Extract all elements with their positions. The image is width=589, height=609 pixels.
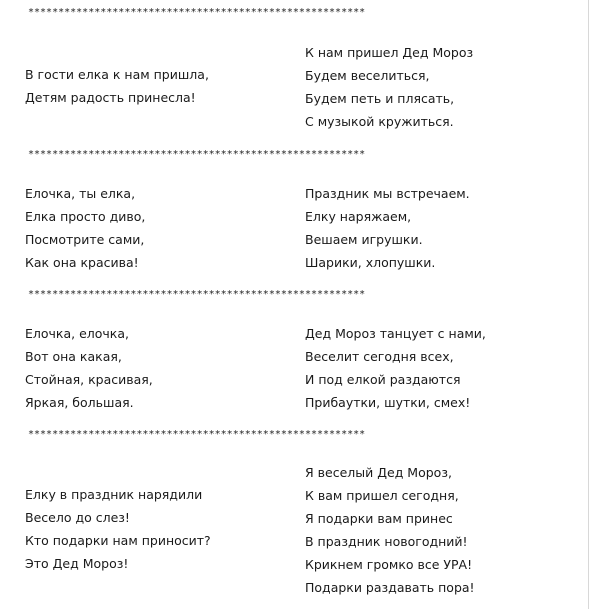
verse-line: К вам пришел сегодня, <box>305 488 459 503</box>
verse-line: Прибаутки, шутки, смех! <box>305 395 471 410</box>
verse-line: Я подарки вам принес <box>305 511 453 526</box>
stanza-4-left <box>25 483 211 575</box>
star-separator: ******************************************************** <box>28 149 366 160</box>
verse-line: В праздник новогодний! <box>305 534 468 549</box>
verse-line: Елку наряжаем, <box>305 209 412 224</box>
verse-line: Яркая, большая. <box>25 395 134 410</box>
verse-line: К нам пришел Дед Мороз <box>305 45 474 60</box>
verse-line: Детям радость принесла! <box>25 90 196 105</box>
star-separator: ******************************************************** <box>28 7 366 18</box>
stanza-2-left <box>25 182 145 274</box>
stanza-3-left <box>25 322 153 414</box>
stanza-1-right <box>305 41 473 133</box>
verse-line: Веселит сегодня всех, <box>305 349 454 364</box>
stanza-3-right <box>305 322 486 414</box>
verse-line: Вешаем игрушки. <box>305 232 423 247</box>
verse-line: Шарики, хлопушки. <box>305 255 436 270</box>
verse-line: Стойная, красивая, <box>25 372 153 387</box>
verse-line: Елочка, ты елка, <box>25 186 136 201</box>
verse-line: Елочка, елочка, <box>25 326 129 341</box>
star-separator: ******************************************************** <box>28 429 366 440</box>
verse-line: И под елкой раздаются <box>305 372 461 387</box>
verse-line: Праздник мы встречаем. <box>305 186 470 201</box>
stanza-4-right <box>305 461 475 599</box>
verse-line: Вот она какая, <box>25 349 122 364</box>
verse-line: Будем петь и плясать, <box>305 91 455 106</box>
verse-line: Будем веселиться, <box>305 68 430 83</box>
verse-line: Я веселый Дед Мороз, <box>305 465 452 480</box>
verse-line: Как она красива! <box>25 255 139 270</box>
verse-line: Кто подарки нам приносит? <box>25 533 211 548</box>
verse-line: Елка просто диво, <box>25 209 146 224</box>
verse-line: Крикнем громко все УРА! <box>305 557 473 572</box>
verse-line: Посмотрите сами, <box>25 232 145 247</box>
verse-line: Это Дед Мороз! <box>25 556 129 571</box>
verse-line: С музыкой кружиться. <box>305 114 454 129</box>
stanza-1-left <box>25 63 209 109</box>
verse-line: Дед Мороз танцует с нами, <box>305 326 486 341</box>
star-separator: ******************************************************** <box>28 289 366 300</box>
verse-line: В гости елка к нам пришла, <box>25 67 209 82</box>
stanza-2-right <box>305 182 470 274</box>
verse-line: Елку в праздник нарядили <box>25 487 203 502</box>
verse-line: Подарки раздавать пора! <box>305 580 475 595</box>
verse-line: Весело до слез! <box>25 510 130 525</box>
